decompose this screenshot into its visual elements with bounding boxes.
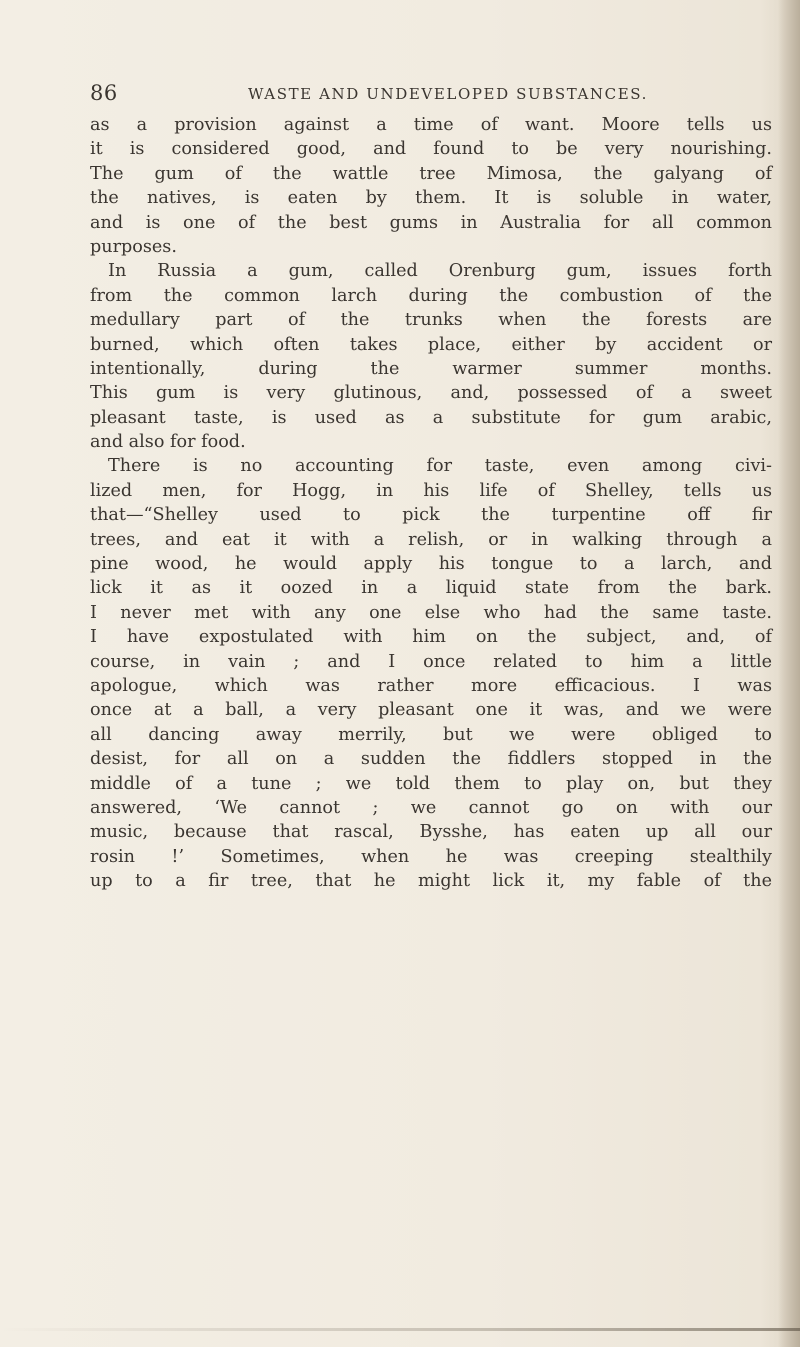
text-line: answered, ‘We cannot ; we cannot go on with our xyxy=(90,797,772,818)
text-line: that—“Shelley used to pick the turpentine off fir xyxy=(90,505,772,526)
text-line: intentionally, during the warmer summer months. xyxy=(90,358,772,379)
text-line: There is no accounting for taste, even among civi- xyxy=(108,456,772,477)
text-line: desist, for all on a sudden the fiddlers stopped in the xyxy=(90,749,772,770)
text-line: music, because that rascal, Bysshe, has eaten up all our xyxy=(90,822,772,843)
text-line: trees, and eat it with a relish, or in walking through a xyxy=(90,529,772,550)
body-text xyxy=(90,113,772,894)
text-line: it is considered good, and found to be very nourishing. xyxy=(90,139,772,160)
page-number: 86 xyxy=(90,81,118,105)
text-line: up to a fir tree, that he might lick it, my fable of the xyxy=(90,871,772,892)
text-line: In Russia a gum, called Orenburg gum, issues forth xyxy=(108,261,772,282)
text-line: middle of a tune ; we told them to play on, but they xyxy=(90,773,772,794)
text-line: lick it as it oozed in a liquid state from the bark. xyxy=(90,578,772,599)
text-line: apologue, which was rather more efficacious. I was xyxy=(90,675,772,696)
text-line: the natives, is eaten by them. It is soluble in water, xyxy=(90,188,772,209)
text-line: and also for food. xyxy=(90,432,246,453)
text-line: burned, which often takes place, either by accident or xyxy=(90,334,772,355)
bottom-edge-line xyxy=(0,1328,800,1331)
text-line: once at a ball, a very pleasant one it was, and we were xyxy=(90,700,772,721)
text-line: from the common larch during the combustion of the xyxy=(90,285,772,306)
text-line: This gum is very glutinous, and, possessed of a sweet xyxy=(90,383,772,404)
text-line: and is one of the best gums in Australia for all common xyxy=(90,212,772,233)
text-line: purposes. xyxy=(90,236,177,257)
text-line: pine wood, he would apply his tongue to a larch, and xyxy=(90,554,772,575)
text-line: medullary part of the trunks when the forests are xyxy=(90,310,772,331)
text-line: pleasant taste, is used as a substitute for gum arabic, xyxy=(90,407,772,428)
running-head: WASTE AND UNDEVELOPED SUBSTANCES. xyxy=(248,85,648,103)
text-line: rosin !’ Sometimes, when he was creeping stealthily xyxy=(90,846,772,867)
page-header xyxy=(90,81,770,113)
text-line: lized men, for Hogg, in his life of Shelley, tells us xyxy=(90,480,772,501)
page-edge-shadow xyxy=(778,0,800,1347)
text-line: I have expostulated with him on the subject, and, of xyxy=(90,627,772,648)
text-line: as a provision against a time of want. Moore tells us xyxy=(90,115,772,135)
text-line: The gum of the wattle tree Mimosa, the galyang of xyxy=(90,163,772,184)
text-line: all dancing away merrily, but we were obliged to xyxy=(90,724,772,745)
text-line: course, in vain ; and I once related to him a little xyxy=(90,651,772,672)
text-line: I never met with any one else who had the same taste. xyxy=(90,602,772,623)
